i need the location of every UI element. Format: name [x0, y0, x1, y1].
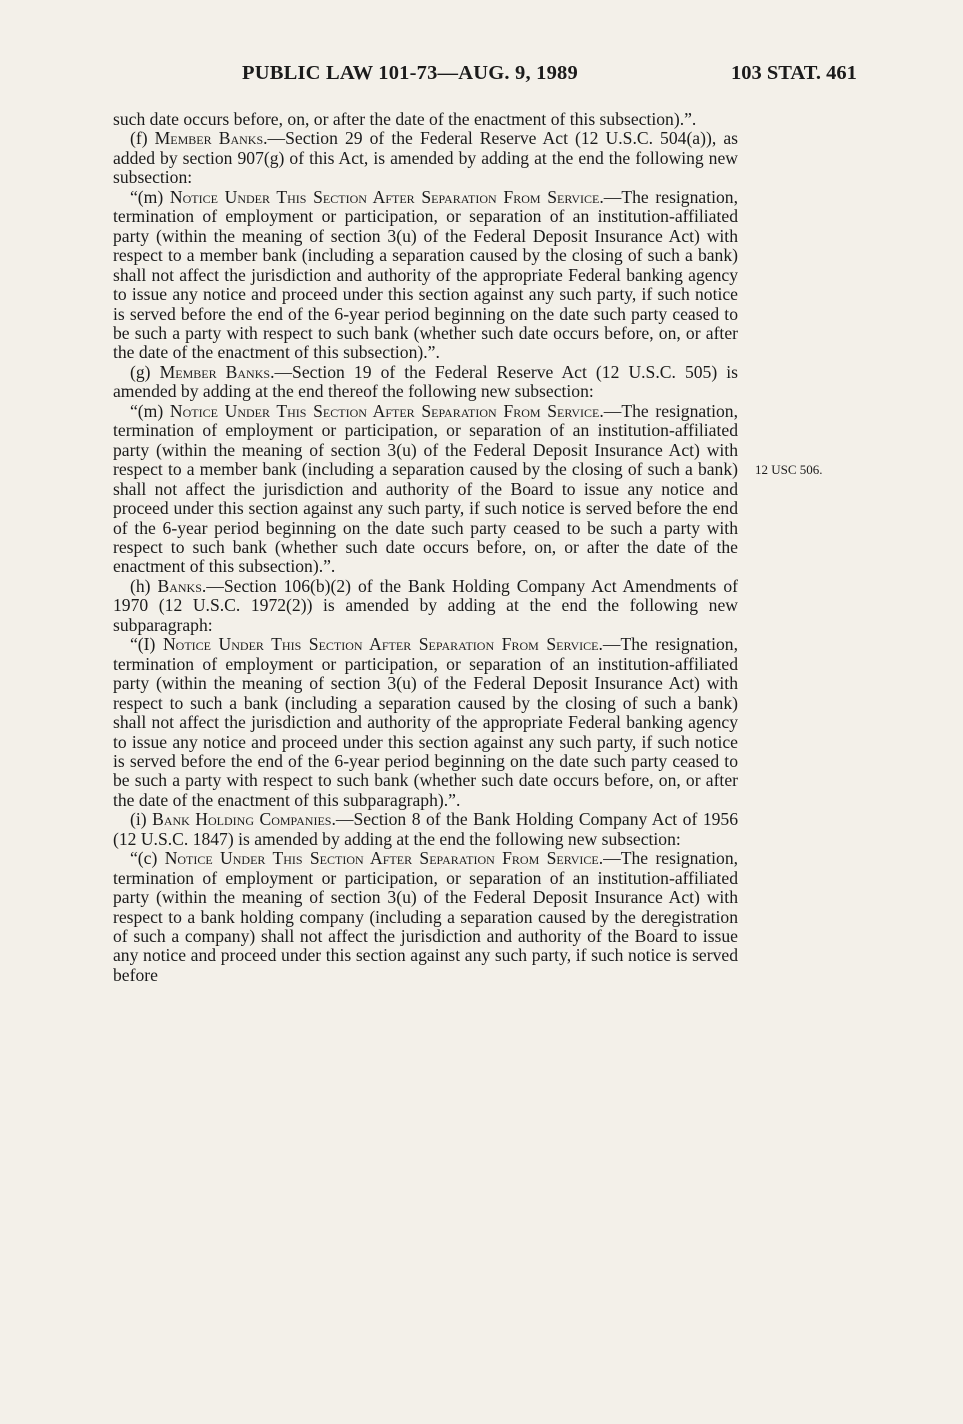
paragraph-i	[113, 810, 738, 849]
paragraph-heading: Bank Holding Companies	[152, 809, 332, 830]
paragraph-lead: (f)	[130, 128, 155, 149]
paragraph-lead: “(I)	[130, 634, 163, 655]
paragraph-text: .—The resignation, termination of employment or participation, or separation of an institution-affiliated party (within the meaning of section 3(u) of the Federal Deposit Insurance Act) with respect to a member bank (including a separation caused by the closing of such a bank) shall not affect the jurisdiction and authority of the appropriate Federal banking agency to issue any notice and proceed under this section against any such party, if such notice is served before the end of the 6-year period beginning on the date such party ceased to be such a party with respect to such bank (whether such date occurs before, on, or after the date of the enactment of this subsection).”.	[113, 186, 738, 363]
paragraph-h	[113, 577, 738, 635]
paragraph-f-m	[113, 188, 738, 363]
paragraph-lead: (i)	[130, 809, 153, 830]
paragraph-continuation: such date occurs before, on, or after the date of the enactment of this subsection).”.	[113, 109, 697, 129]
body-text	[113, 110, 738, 985]
paragraph-text: .—The resignation, termination of employment or participation, or separation of an institution-affiliated party (within the meaning of section 3(u) of the Federal Deposit Insurance Act) with respect to such a bank (including a separation caused by the closing of such a bank) shall not affect the jurisdiction and authority of the appropriate Federal banking agency to issue any notice and proceed under this section against any such party, if such notice is served before the end of the 6-year period beginning on the date such party ceased to be such a party with respect to such bank (whether such date occurs before, on, or after the date of the enactment of this subparagraph).”.	[113, 634, 738, 810]
paragraph-heading: Notice Under This Section After Separation From Service	[169, 186, 600, 207]
paragraph-text: .—Section 29 of the Federal Reserve Act (12 U.S.C. 504(a)), as added by section 907(g) of this Act, is amended by adding at the end the following new subsection:	[113, 128, 738, 188]
paragraph-i-c	[113, 849, 738, 985]
paragraph-heading: Notice Under This Section After Separation From Service	[169, 400, 600, 421]
paragraph-heading: Member Banks	[159, 361, 271, 382]
paragraph-lead: “(m)	[130, 400, 170, 421]
paragraph-heading: Notice Under This Section After Separation From Service	[164, 848, 599, 869]
paragraph-g	[113, 363, 738, 402]
paragraph-heading: Banks	[157, 575, 202, 596]
paragraph-text: .—The resignation, termination of employment or participation, or separation of an institution-affiliated party (within the meaning of section 3(u) of the Federal Deposit Insurance Act) with respect to a member bank (including a separation caused by the closing of such a bank) shall not affect the jurisdiction and authority of the Board to issue any notice and proceed under this section against any such party, if such notice is served before the end of the 6-year period beginning on the date such party ceased to be such a party with respect to such bank (whether such date occurs before, on, or after the date of the enactment of this subsection).”.	[113, 400, 738, 577]
paragraph-lead: “(c)	[130, 848, 165, 869]
paragraph-h-i	[113, 635, 738, 810]
margin-citation: 12 USC 506.	[755, 462, 823, 477]
running-header-title: PUBLIC LAW 101-73—AUG. 9, 1989	[242, 62, 578, 84]
paragraph-text: .—The resignation, termination of employment or participation, or separation of an institution-affiliated party (within the meaning of section 3(u) of the Federal Deposit Insurance Act) with respect to a bank holding company (including a separation caused by the deregistration of such a company) shall not affect the jurisdiction and authority of the Board to issue any notice and proceed under this section against any such party, if such notice is served before	[113, 848, 739, 985]
paragraph-heading: Notice Under This Section After Separation From Service	[162, 634, 599, 655]
paragraph-lead: “(m)	[130, 186, 170, 207]
paragraph-text: .—Section 19 of the Federal Reserve Act (12 U.S.C. 505) is amended by adding at the end thereof the following new subsection:	[113, 361, 738, 402]
paragraph-text: .—Section 8 of the Bank Holding Company Act of 1956 (12 U.S.C. 1847) is amended by adding at the end the following new subsection:	[113, 809, 739, 849]
paragraph-text: .—Section 106(b)(2) of the Bank Holding Company Act Amendments of 1970 (12 U.S.C. 1972(2)) is amended by adding at the end the following new subparagraph:	[113, 575, 738, 635]
paragraph-f	[113, 129, 738, 187]
page-stat-number: 103 STAT. 461	[731, 62, 857, 84]
paragraph-lead: (h)	[130, 575, 158, 596]
paragraph-g-m	[113, 402, 738, 577]
paragraph-lead: (g)	[130, 361, 160, 382]
paragraph-heading: Member Banks	[154, 128, 264, 149]
